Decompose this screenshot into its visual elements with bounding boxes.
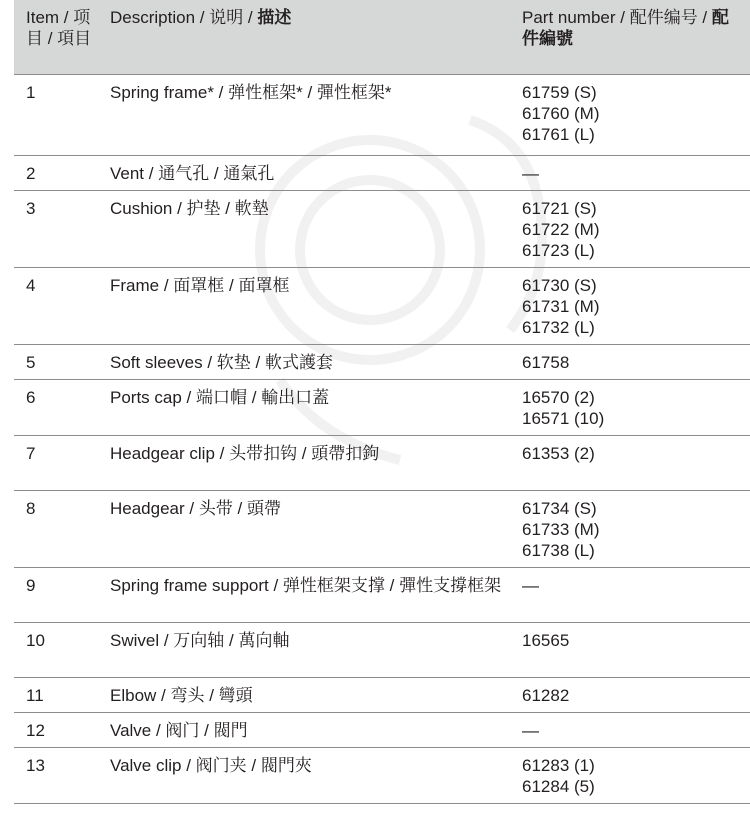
item-description: Headgear / 头带 / 頭帶 xyxy=(98,490,510,567)
part-number-column-header xyxy=(510,0,750,74)
item-description: Vent / 通气孔 / 通氣孔 xyxy=(98,155,510,190)
description-header-bold: 描述 xyxy=(257,8,292,27)
item-number: 3 xyxy=(14,190,98,267)
item-description: Cushion / 护垫 / 軟墊 xyxy=(98,190,510,267)
item-number: 5 xyxy=(14,344,98,379)
table-row xyxy=(14,622,750,677)
part-numbers xyxy=(510,677,750,712)
table-row xyxy=(14,379,750,435)
item-description: Soft sleeves / 软垫 / 軟式護套 xyxy=(98,344,510,379)
item-header-text: Item / 项目 / 項目 xyxy=(26,8,92,48)
parts-table xyxy=(14,0,750,804)
part-header-bold: 配件編號 xyxy=(522,8,729,48)
part-number: — xyxy=(522,720,539,740)
table-row xyxy=(14,490,750,567)
part-numbers xyxy=(510,490,750,567)
table-row xyxy=(14,677,750,712)
part-number: 61731 (M) xyxy=(522,296,600,316)
item-number: 2 xyxy=(14,155,98,190)
table-row xyxy=(14,344,750,379)
part-number: 61758 xyxy=(522,352,570,372)
part-number: 61353 (2) xyxy=(522,443,595,463)
item-number: 10 xyxy=(14,622,98,677)
part-number: 61722 (M) xyxy=(522,219,600,239)
table-row xyxy=(14,155,750,190)
part-number: — xyxy=(522,575,539,595)
table-row xyxy=(14,74,750,155)
item-number: 12 xyxy=(14,712,98,747)
table-row xyxy=(14,712,750,747)
part-number: 16565 xyxy=(522,630,570,650)
description-header-text: Description / 说明 / xyxy=(110,8,258,27)
item-description: Swivel / 万向轴 / 萬向軸 xyxy=(98,622,510,677)
part-numbers xyxy=(510,74,750,155)
item-description: Valve clip / 阀门夹 / 閥門夾 xyxy=(98,747,510,803)
part-numbers xyxy=(510,712,750,747)
item-description: Frame / 面罩框 / 面罩框 xyxy=(98,267,510,344)
item-number: 9 xyxy=(14,567,98,622)
part-number: — xyxy=(522,163,539,183)
description-column-header xyxy=(98,0,510,74)
table-row xyxy=(14,747,750,803)
part-numbers xyxy=(510,344,750,379)
part-number: 61759 (S) xyxy=(522,82,597,102)
part-header-text: Part number / 配件编号 / xyxy=(522,8,712,27)
part-number: 61283 (1) xyxy=(522,755,595,775)
part-number: 61761 (L) xyxy=(522,124,595,144)
part-numbers xyxy=(510,622,750,677)
part-numbers xyxy=(510,379,750,435)
part-numbers xyxy=(510,567,750,622)
item-description: Valve / 阀门 / 閥門 xyxy=(98,712,510,747)
item-number: 8 xyxy=(14,490,98,567)
part-number: 61738 (L) xyxy=(522,540,595,560)
part-number: 61284 (5) xyxy=(522,776,595,796)
item-number: 13 xyxy=(14,747,98,803)
table-row xyxy=(14,267,750,344)
item-number: 1 xyxy=(14,74,98,155)
item-description: Elbow / 弯头 / 彎頭 xyxy=(98,677,510,712)
item-number: 7 xyxy=(14,435,98,490)
table-header-row xyxy=(14,0,750,74)
part-number: 61734 (S) xyxy=(522,498,597,518)
item-description: Headgear clip / 头带扣钩 / 頭帶扣鉤 xyxy=(98,435,510,490)
item-description: Spring frame support / 弹性框架支撑 / 彈性支撐框架 xyxy=(98,567,510,622)
part-number: 61730 (S) xyxy=(522,275,597,295)
part-numbers xyxy=(510,190,750,267)
table-row xyxy=(14,190,750,267)
item-description: Spring frame* / 弹性框架* / 彈性框架* xyxy=(98,74,510,155)
part-number: 61721 (S) xyxy=(522,198,597,218)
part-numbers xyxy=(510,747,750,803)
part-number: 61723 (L) xyxy=(522,240,595,260)
item-number: 11 xyxy=(14,677,98,712)
item-description: Ports cap / 端口帽 / 輸出口蓋 xyxy=(98,379,510,435)
item-number: 6 xyxy=(14,379,98,435)
part-number: 16571 (10) xyxy=(522,408,605,428)
part-number: 61760 (M) xyxy=(522,103,600,123)
item-column-header xyxy=(14,0,98,74)
part-numbers xyxy=(510,435,750,490)
table-row xyxy=(14,567,750,622)
part-number: 61282 xyxy=(522,685,570,705)
part-number: 61733 (M) xyxy=(522,519,600,539)
part-number: 16570 (2) xyxy=(522,387,595,407)
item-number: 4 xyxy=(14,267,98,344)
part-numbers xyxy=(510,267,750,344)
part-numbers xyxy=(510,155,750,190)
table-row xyxy=(14,435,750,490)
part-number: 61732 (L) xyxy=(522,317,595,337)
